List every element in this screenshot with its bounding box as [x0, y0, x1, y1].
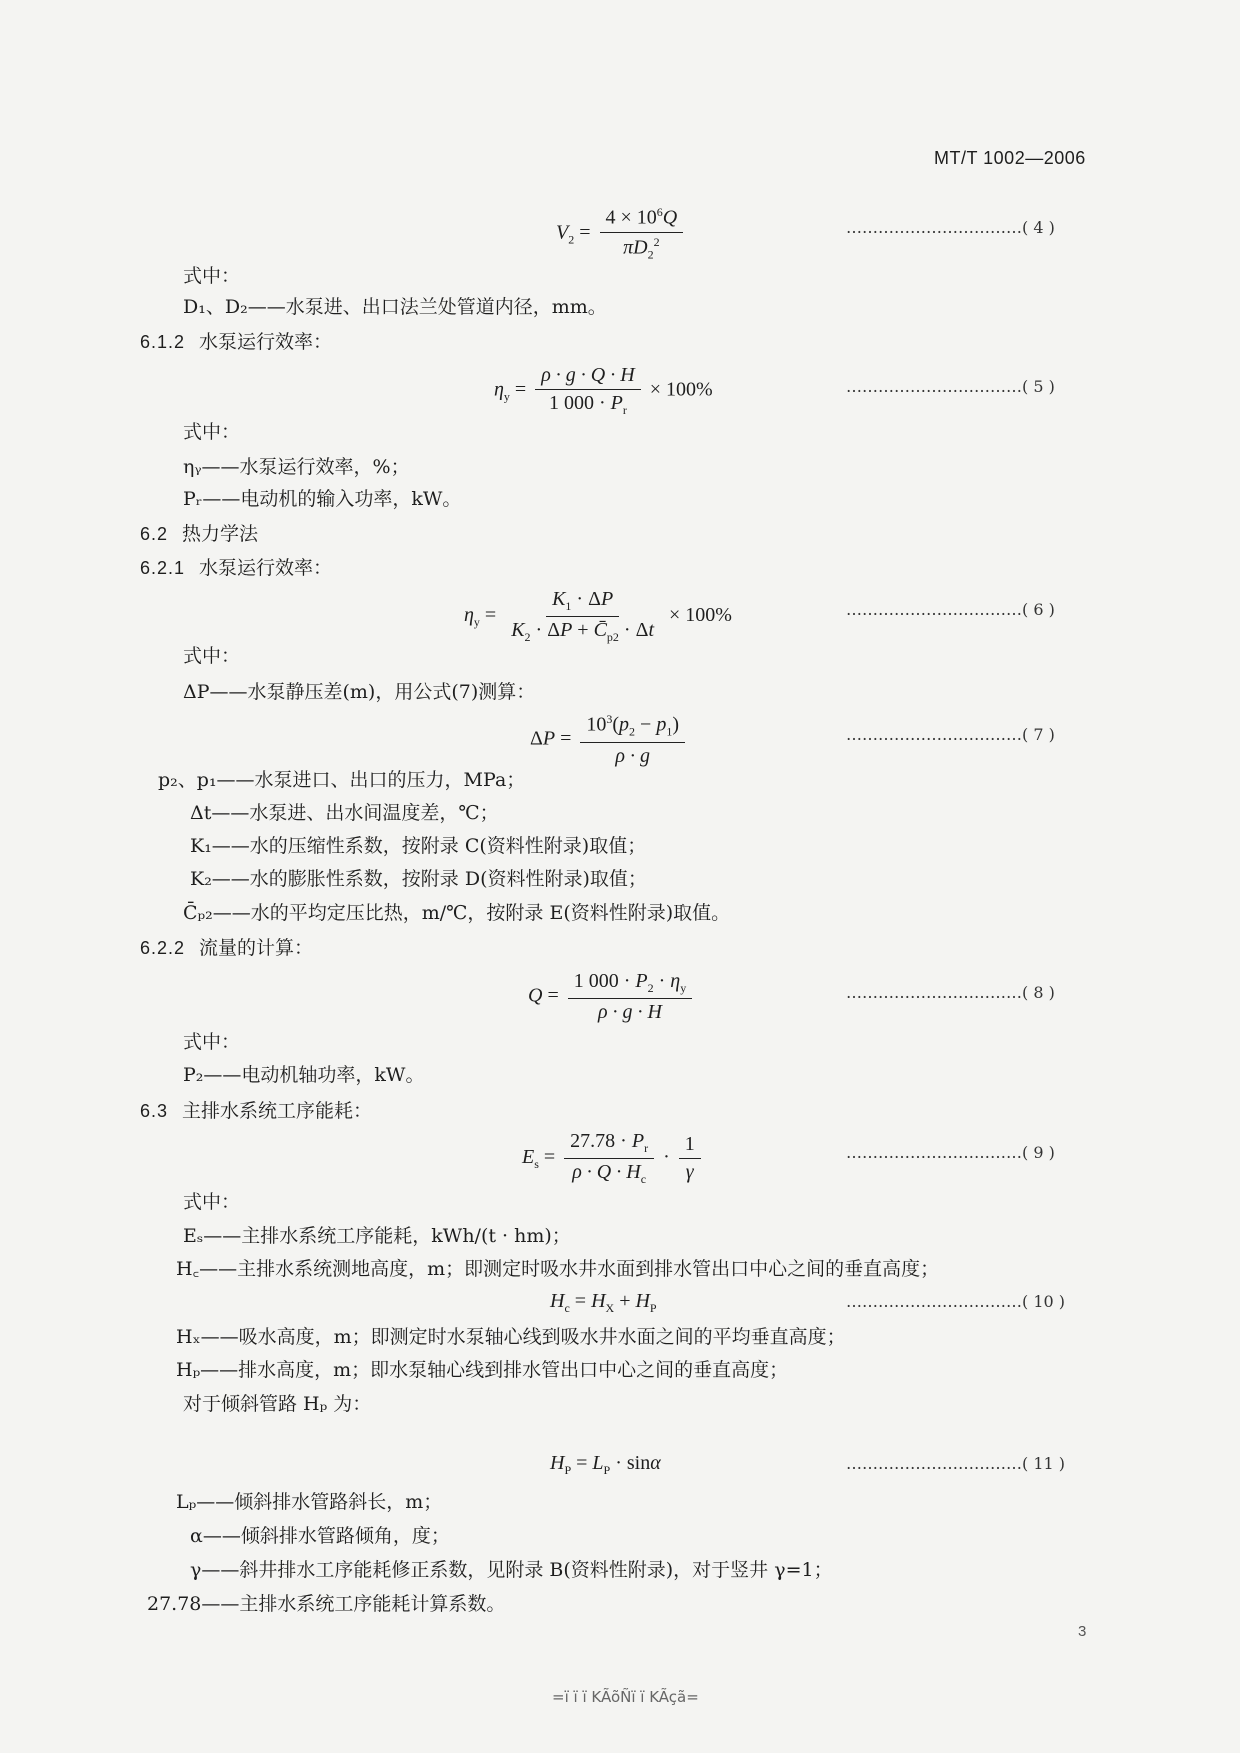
where-label: 式中： [183, 1031, 241, 1053]
equation-7: ΔP = $\frac{10^3(p_2 - p_1)}{\rho \cdot g}$ [530, 712, 689, 768]
def-delta-t: Δt——水泵进、出水间温度差，℃； [190, 802, 499, 824]
leader-dots: …………………………… [846, 1454, 1022, 1473]
leader-dots: …………………………… [846, 377, 1022, 396]
where-label: 式中： [183, 1191, 241, 1213]
section-title: 水泵运行效率： [199, 331, 333, 353]
def-lp: Lₚ——倾斜排水管路斜长，m； [176, 1491, 443, 1513]
where-label: 式中： [183, 265, 241, 287]
def-hx: Hₓ——吸水高度，m；即测定时水泵轴心线到吸水井水面之间的平均垂直高度； [176, 1326, 846, 1348]
section-6-2-2 [140, 936, 313, 960]
equation-9-number: ( 9 ) [1022, 1143, 1055, 1162]
equation-8-leader [846, 983, 1055, 1002]
equation-6-leader [846, 600, 1055, 619]
leader-dots: …………………………… [846, 600, 1022, 619]
section-number: 6.1.2 [140, 332, 186, 352]
def-p2-p1: p₂、p₁——水泵进口、出口的压力，MPa； [158, 769, 526, 791]
section-6-1-2 [140, 330, 332, 354]
def-k1: K₁——水的压缩性系数，按附录 C(资料性附录)取值； [190, 835, 647, 857]
where-label: 式中： [183, 421, 241, 443]
equation-6-number: ( 6 ) [1022, 600, 1055, 619]
def-delta-p: ΔP——水泵静压差(m)，用公式(7)测算： [183, 681, 536, 703]
standard-number: MT/T 1002—2006 [934, 148, 1086, 168]
equation-11-number: ( 11 ) [1022, 1454, 1066, 1473]
section-6-2-1 [140, 556, 332, 580]
section-title: 水泵运行效率： [199, 557, 333, 579]
equation-9: $E_s$ = $\frac{27.78 \cdot P_r}{\rho \cdot Q \cdot H_c}$ · $\frac{1}{\gamma}$ [522, 1130, 705, 1187]
equation-6: $\eta_y$ = $\frac{K_1 \cdot \Delta P}{K_2 \cdot \Delta P + C̄_{p2} \cdot \Delta t}$ × 100% [464, 588, 732, 644]
equation-8: Q = $\frac{1 000 \cdot P_2 \cdot \eta_y}{\rho \cdot g \cdot H}$ [528, 970, 696, 1024]
equation-5: $\eta_y$ = $\frac{\rho \cdot g \cdot Q \cdot H}{1 000 \cdot P_r}$ × 100% [494, 364, 713, 417]
def-k2: K₂——水的膨胀性系数，按附录 D(资料性附录)取值； [190, 868, 647, 890]
section-title: 主排水系统工序能耗： [182, 1100, 373, 1122]
def-cp2: C̄ₚ₂——水的平均定压比热，m/℃，按附录 E(资料性附录)取值。 [183, 902, 731, 924]
def-d1-d2: D₁、D₂——水泵进、出口法兰处管道内径，mm。 [183, 296, 607, 318]
equation-5-leader [846, 377, 1055, 396]
def-es: Eₛ——主排水系统工序能耗，kWh/(t · hm)； [183, 1225, 571, 1247]
equation-10: $H_c = H_X + H_P$ [550, 1290, 657, 1315]
def-gamma: γ——斜井排水工序能耗修正系数，见附录 B(资料性附录)，对于竖井 γ=1； [190, 1559, 833, 1581]
leader-dots: …………………………… [846, 218, 1022, 237]
section-number: 6.2 [140, 524, 169, 544]
section-number: 6.3 [140, 1101, 169, 1121]
equation-7-leader [846, 725, 1055, 744]
equation-10-leader [846, 1292, 1065, 1311]
leader-dots: …………………………… [846, 983, 1022, 1002]
leader-dots: …………………………… [846, 1143, 1022, 1162]
def-p2: P₂——电动机轴功率，kW。 [183, 1064, 425, 1086]
equation-4: $V_2$ = $\frac{4 \times 10^6Q}{\pi D_2^2}$ [556, 205, 687, 262]
equation-9-leader [846, 1143, 1055, 1162]
where-label: 式中： [183, 645, 241, 667]
section-title: 流量的计算： [199, 937, 314, 959]
equation-10-number: ( 10 ) [1022, 1292, 1066, 1311]
section-number: 6.2.1 [140, 558, 186, 578]
equation-4-leader [846, 218, 1055, 237]
equation-4-number: ( 4 ) [1022, 218, 1055, 237]
section-title: 热力学法 [182, 523, 259, 545]
equation-5-number: ( 5 ) [1022, 377, 1055, 396]
def-eta-y: ηᵧ——水泵运行效率，%； [183, 456, 410, 478]
section-number: 6.2.2 [140, 938, 186, 958]
def-hc: H꜀——主排水系统测地高度，m；即测定时吸水井水面到排水管出口中心之间的垂直高度； [176, 1258, 940, 1280]
def-hp: Hₚ——排水高度，m；即水泵轴心线到排水管出口中心之间的垂直高度； [176, 1359, 789, 1381]
def-coefficient: 27.78——主排水系统工序能耗计算系数。 [147, 1593, 506, 1615]
leader-dots: …………………………… [846, 1292, 1022, 1311]
inclined-pipe-note: 对于倾斜管路 Hₚ 为： [183, 1393, 372, 1415]
page-number: 3 [1078, 1623, 1087, 1640]
equation-11-leader [846, 1454, 1065, 1473]
equation-11: $H_P = L_P \cdot \sin\alpha$ [550, 1452, 661, 1477]
section-6-3 [140, 1099, 372, 1123]
leader-dots: …………………………… [846, 725, 1022, 744]
equation-8-number: ( 8 ) [1022, 983, 1055, 1002]
def-pr: Pᵣ——电动机的输入功率，kW。 [183, 488, 462, 510]
def-alpha: α——倾斜排水管路倾角，度； [190, 1525, 450, 1547]
equation-7-number: ( 7 ) [1022, 725, 1055, 744]
section-6-2 [140, 522, 258, 546]
footer-text: =ï ï ï KÃõÑï ï KÃçã= [552, 1688, 699, 1706]
